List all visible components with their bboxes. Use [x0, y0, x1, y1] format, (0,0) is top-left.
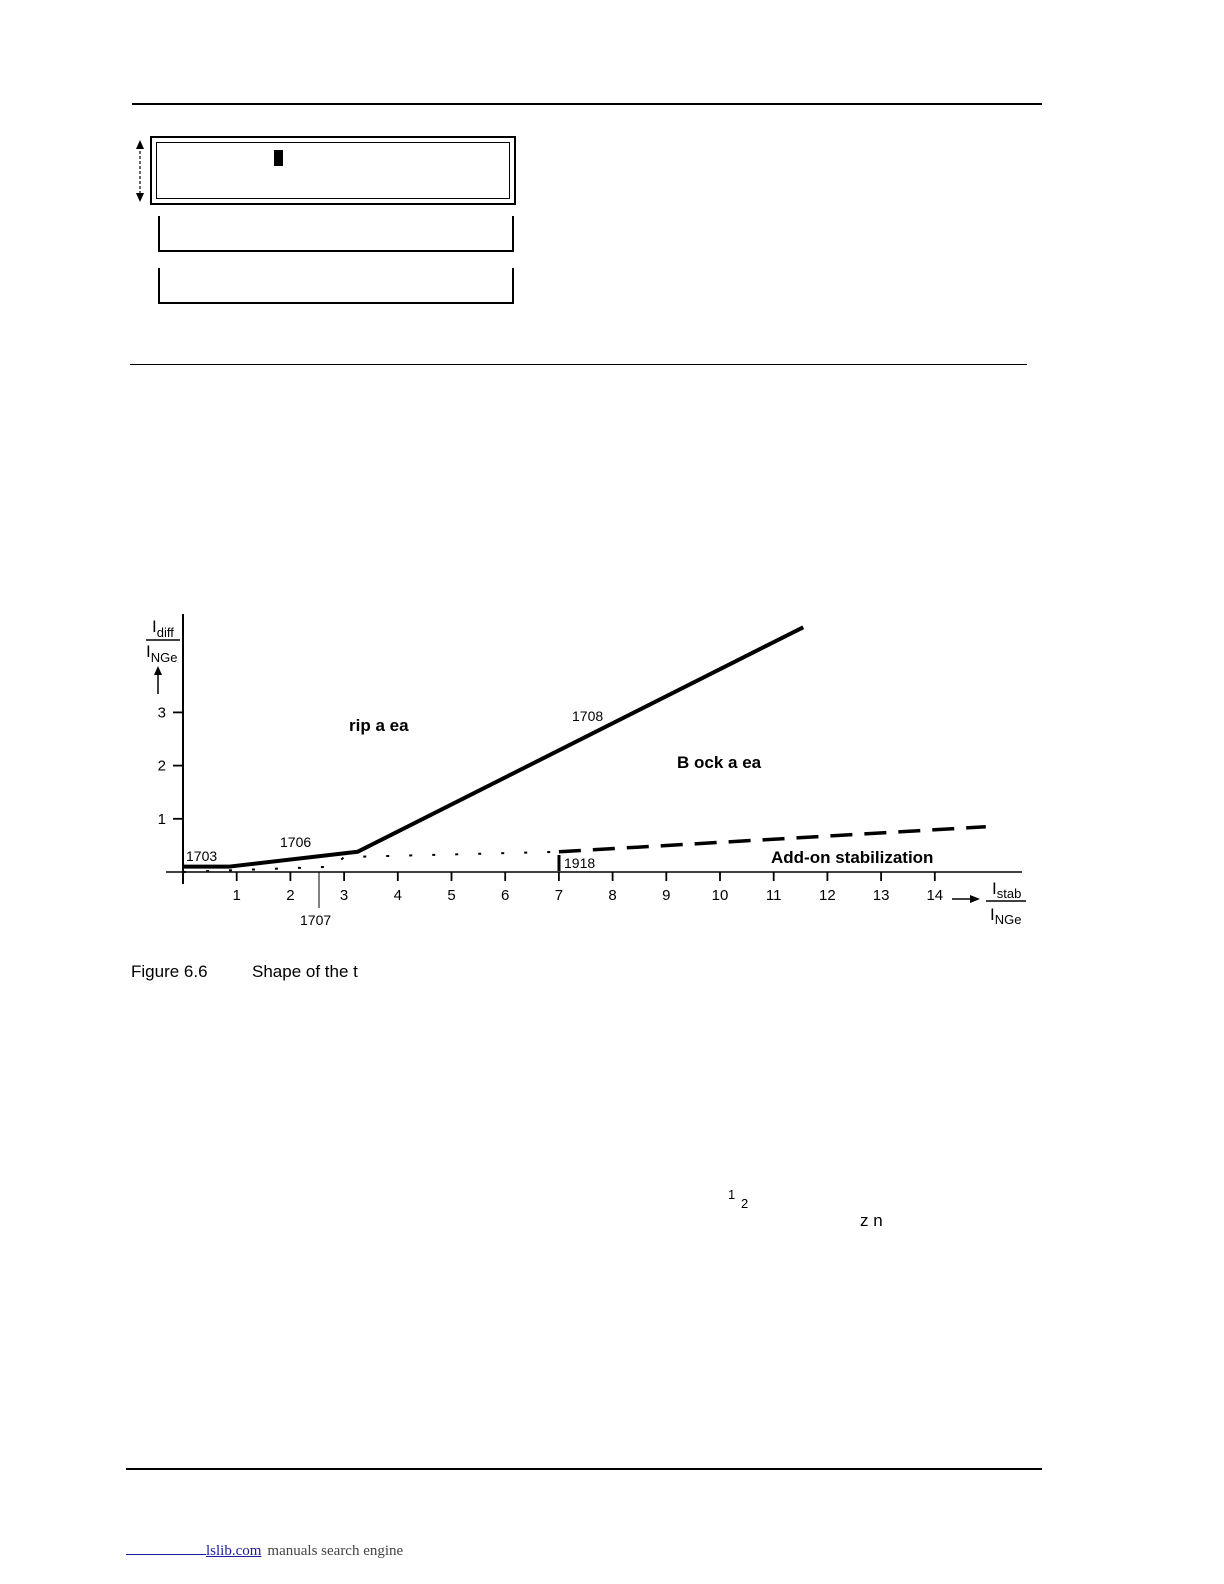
x-tick-label-8: 8	[608, 887, 617, 904]
top-rule	[132, 103, 1042, 105]
y-tick-label-1: 1	[157, 810, 166, 828]
display-line-2	[158, 216, 514, 252]
superscript-fragment: 1	[728, 1187, 736, 1202]
chart-labels	[146, 617, 1026, 928]
x-tick-label-9: 9	[662, 887, 671, 904]
series-dotted-line	[183, 852, 559, 872]
figure-caption-label: Figure 6.6	[131, 962, 208, 981]
scroll-arrows-icon	[130, 140, 150, 202]
chart-ticks	[158, 704, 943, 904]
x-tick-label-2: 2	[286, 887, 295, 904]
x-axis-arrow-icon	[970, 895, 980, 903]
x-tick-label-4: 4	[393, 887, 402, 904]
footer-link[interactable]: lslib.com	[206, 1543, 262, 1559]
addon-label: Add-on stabilization	[771, 848, 934, 867]
block-area-label: B ock a ea	[677, 753, 762, 772]
section-rule	[130, 364, 1027, 365]
y-axis-arrow-icon	[154, 666, 162, 675]
lcd-display-inner	[156, 142, 510, 199]
x-axis-denominator: $I_{NGe}$	[990, 905, 1022, 927]
x-tick-label-5: 5	[447, 887, 456, 904]
display-line-3	[158, 268, 514, 304]
x-tick-label-3: 3	[339, 887, 349, 904]
x-tick-label-6: 6	[501, 887, 510, 904]
y-tick-label-3: 3	[157, 704, 166, 722]
cursor-block-icon	[274, 150, 283, 166]
addr-1918: 1918	[564, 855, 596, 871]
footer-underline	[126, 1542, 206, 1555]
y-axis-numerator: $I_{diff}$	[152, 617, 174, 640]
addr-1703: 1703	[186, 848, 218, 864]
x-tick-label-10: 10	[711, 887, 729, 904]
lcd-display	[150, 136, 516, 205]
tripping-characteristic-chart	[130, 600, 1040, 940]
subscript-fragment: 2	[741, 1196, 749, 1211]
x-tick-label-1: 1	[232, 887, 241, 904]
figure-caption-text: Shape of the t	[252, 962, 358, 981]
series-solid-line	[183, 627, 803, 866]
figure-caption	[131, 962, 358, 982]
x-tick-label-11: 11	[765, 887, 782, 904]
addr-1706: 1706	[280, 834, 312, 850]
y-axis-denominator: $I_{NGe}$	[146, 642, 178, 665]
addr-1707: 1707	[300, 912, 332, 928]
x-tick-label-14: 14	[926, 887, 944, 904]
y-tick-label-2: 2	[157, 757, 166, 775]
footer	[126, 1542, 403, 1560]
trip-area-label: rip a ea	[349, 716, 409, 735]
footer-text: manuals search engine	[267, 1543, 404, 1559]
bottom-rule	[126, 1468, 1042, 1470]
addr-1708: 1708	[572, 708, 604, 724]
x-tick-label-12: 12	[819, 887, 836, 904]
x-tick-label-7: 7	[554, 887, 564, 904]
x-axis-numerator: $I_{stab}$	[992, 879, 1022, 901]
x-tick-label-13: 13	[872, 887, 890, 904]
text-fragment-zn: z n	[860, 1211, 883, 1230]
